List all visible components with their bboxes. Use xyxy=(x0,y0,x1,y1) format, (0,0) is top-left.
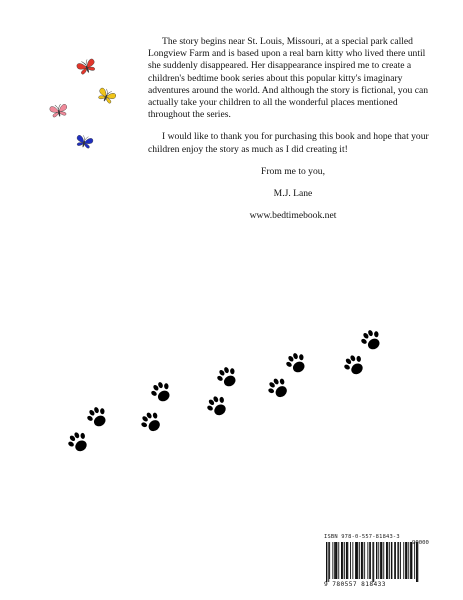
isbn-barcode xyxy=(320,534,442,590)
paw-print-icon xyxy=(64,428,92,456)
paw-print-icon xyxy=(214,363,242,390)
butterflies xyxy=(49,57,117,149)
butterfly-icon xyxy=(49,103,68,118)
thank-you-paragraph: I would like to thank you for purchasing this book and hope that your children enjoy the story as much as I did creating it! xyxy=(148,131,429,155)
paw-print-icon xyxy=(340,351,368,379)
story-paragraph: The story begins near St. Louis, Missouri, at a special park called Longview Farm and is based upon a real barn kitty who lived there until she suddenly disappeared. Her disappearance inspired me to create a children's bedtime book series about this popular kitty's imaginary adventures around the world. And although the story is fictional, you can actually take your children to all the wonderful places mentioned throughout the series. xyxy=(148,36,429,121)
butterfly-icon xyxy=(96,86,117,104)
isbn-number: ISBN 978-0-557-81843-3 xyxy=(324,534,400,540)
author-name: M.J. Lane xyxy=(273,188,313,200)
closing-line: From me to you, xyxy=(261,165,325,177)
website-link[interactable]: www.bedtimebook.net xyxy=(249,210,337,222)
paw-print-icon xyxy=(283,349,311,376)
paw-print-icon xyxy=(148,378,176,405)
paw-print-icon xyxy=(264,374,292,402)
butterfly-icon xyxy=(76,57,97,75)
paw-print-icon xyxy=(84,403,112,430)
paw-print-icon xyxy=(358,326,386,353)
paw-print-trail xyxy=(64,326,385,456)
barcode-digits: 9 780557 818433 xyxy=(324,581,386,588)
paw-print-icon xyxy=(137,408,165,436)
price-code: 90000 xyxy=(412,540,429,546)
butterfly-icon xyxy=(75,134,94,149)
paw-print-icon xyxy=(203,392,231,420)
